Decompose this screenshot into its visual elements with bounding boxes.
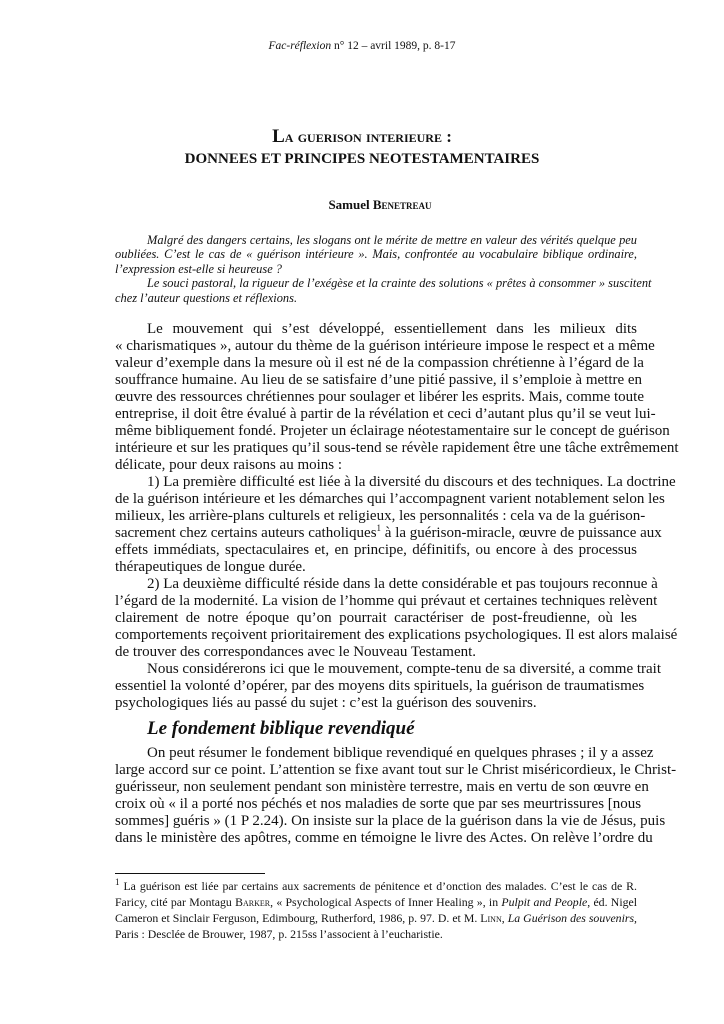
text-segment: sommes] guéris » (1 P 2.24). On insiste sur la place de la guérison dans la vie de Jésus, puis (115, 813, 666, 829)
text-line (115, 830, 653, 847)
footnote-marker: 1 (376, 523, 382, 533)
body-text-intro (115, 321, 679, 712)
text-line (115, 276, 652, 291)
text-segment: sacrement chez certains auteurs catholiques (115, 525, 377, 541)
text-segment: délicate, pour deux raisons au moins : (115, 457, 343, 473)
text-line (115, 474, 676, 491)
text-segment: 2) La deuxième difficulté réside dans la dette considérable et pas toujours reconnue à (147, 576, 658, 592)
text-line (115, 695, 637, 712)
text-segment: Faricy, cité par Montagu (115, 895, 236, 909)
text-segment: essentiel la volonté d’opérer, par des moyens dits spirituels, la guérison de traumatismes (115, 678, 645, 694)
text-line (115, 389, 644, 406)
text-segment: , (501, 911, 508, 925)
text-line (115, 406, 656, 423)
text-line (115, 745, 654, 762)
text-line (115, 779, 649, 796)
text-line (115, 796, 642, 813)
section-heading: Le fondement biblique revendiqué (147, 718, 415, 739)
text-segment: clairement de notre époque qu’on pourrait caractériser de post-freudienne, où les (115, 610, 637, 626)
text-segment: 1) La première difficulté est liée à la diversité du discours et des techniques. La doctrine (147, 474, 676, 490)
journal-name: Fac-réflexion (268, 40, 332, 52)
text-segment: Paris : Desclée de Brouwer, 1987, p. 215ss l’associent à l’eucharistie. (115, 927, 443, 941)
text-segment: de trouver des correspondances avec le Nouveau Testament. (115, 644, 477, 660)
text-segment: effets immédiats, spectaculaires et, en principe, définitifs, ou encore à des processus (115, 542, 637, 558)
text-line (115, 523, 662, 542)
text-line (115, 372, 643, 389)
text-segment: l’égard de la modernité. La vision de l’homme qui prévaut et certaines techniques relèvent (115, 593, 658, 609)
text-segment: Le mouvement qui s’est développé, essentiellement dans les milieux dits (147, 321, 637, 337)
text-segment: Malgré des dangers certains, les slogans ont le mérite de mettre en valeur des vérités quelque peu (147, 233, 637, 247)
author-first-name: Samuel (328, 197, 373, 212)
text-line (115, 644, 637, 661)
text-line (115, 457, 637, 474)
title-main: a guerison interieure : (284, 127, 452, 146)
text-line (115, 762, 677, 779)
text-segment: , « Psychological Aspects of Inner Healing », in (270, 895, 502, 909)
text-line (115, 423, 670, 440)
text-segment: Linn (480, 911, 502, 925)
text-line (115, 559, 637, 576)
text-line (115, 355, 644, 372)
text-segment: Cameron et Sinclair Ferguson, Edimbourg, Rutherford, 1986, p. 97. D. et M. (115, 911, 481, 925)
text-segment: croix où « il a porté nos péchés et nos maladies de sorte que par ses meurtrissures [nous (115, 796, 642, 812)
text-line (115, 576, 658, 593)
text-segment: , éd. Nigel (587, 895, 638, 909)
text-line (115, 910, 637, 926)
text-line (115, 338, 655, 355)
text-segment: chez l’auteur questions et réflexions. (115, 290, 298, 305)
body-text-section (115, 745, 677, 847)
text-line (115, 291, 637, 305)
text-segment: de la guérison intérieure et les démarches qui l’accompagnent varient notablement selon les (115, 491, 665, 507)
text-segment: La Guérison des souvenirs, (507, 911, 637, 925)
text-line (115, 878, 637, 894)
text-line (115, 627, 678, 644)
article-title (0, 126, 724, 170)
text-line (115, 926, 637, 942)
text-segment: intérieure et sur les pratiques qu’il sous-tend se révèle rapidement être une tâche extrêmement (115, 440, 679, 456)
text-line (115, 542, 637, 559)
text-segment: milieux, les arrière-plans culturels et religieux, les personnalités : cela va de la guérison- (115, 508, 646, 524)
text-segment: Barker (235, 895, 271, 909)
title-subtitle: DONNEES ET PRINCIPES NEOTESTAMENTAIRES (184, 151, 540, 167)
text-segment: comportements reçoivent prioritairement des explications psychologiques. Il est alors malaisé (115, 627, 678, 643)
text-segment: psychologiques liés au passé du sujet : c’est la guérison des souvenirs. (115, 695, 537, 711)
text-segment: Pulpit and People (501, 895, 588, 909)
author-last-name: enetreau (381, 197, 432, 212)
text-segment: dans le ministère des apôtres, comme en témoigne le livre des Actes. On relève l’ordre du (115, 830, 653, 846)
text-line (115, 262, 637, 276)
text-segment: Le souci pastoral, la rigueur de l’exégèse et la crainte des solutions « prêtes à consommer » suscitent (147, 276, 652, 291)
text-line (115, 678, 645, 695)
author-name (190, 197, 570, 213)
text-segment: large accord sur ce point. L’attention se fixe avant tout sur le Christ miséricordieux, le Christ- (115, 762, 677, 778)
issue-info: n° 12 – avril 1989, p. 8-17 (331, 40, 456, 52)
text-segment: même bibliquement fondé. Projeter un éclairage néotestamentaire sur le concept de guérison (115, 423, 670, 439)
abstract (115, 233, 652, 305)
footnote-marker: 1 (115, 877, 120, 888)
running-header (0, 40, 724, 52)
text-line (115, 247, 637, 261)
text-line (115, 593, 658, 610)
text-segment: à la guérison-miracle, œuvre de puissance aux (381, 525, 662, 541)
footnote (115, 878, 637, 942)
text-line (115, 491, 665, 508)
text-segment: La guérison est liée par certains aux sacrements de pénitence et d’onction des malades. C’est le cas de R. (119, 879, 637, 893)
text-segment: entreprise, il doit être évalué à partir de la révélation et ceci d’autant plus qu’il se veut lui- (115, 406, 656, 422)
text-segment: Nous considérerons ici que le mouvement, compte-tenu de sa diversité, a comme trait (147, 661, 662, 677)
text-segment: valeur d’exemple dans la mesure où il est né de la compassion chrétienne à l’égard de la (115, 355, 644, 371)
text-segment: oubliées. C’est le cas de « guérison intérieure ». Mais, confrontée au vocabulaire biblique ordinaire, (115, 247, 637, 262)
author-last-initial: B (372, 197, 382, 212)
text-segment: guérisseur, non seulement pendant son ministère terrestre, mais en vertu de son œuvre en (115, 779, 649, 795)
text-line (115, 233, 637, 247)
text-line (115, 610, 637, 627)
text-segment: souffrance humaine. Au lieu de se satisfaire d’une pitié passive, il s’emploie à mettre en (115, 372, 643, 388)
text-line (115, 813, 666, 830)
text-segment: œuvre des ressources chrétiennes pour soulager et libérer les esprits. Mais, comme toute (115, 389, 644, 405)
text-line (115, 894, 637, 910)
text-line (115, 440, 679, 457)
title-line-1 (0, 126, 724, 149)
title-initial: L (272, 126, 285, 147)
text-segment: l’expression est-elle si heureuse ? (115, 261, 282, 276)
text-line (115, 661, 662, 678)
text-segment: On peut résumer le fondement biblique revendiqué en quelques phrases ; il y a assez (147, 745, 654, 761)
text-segment: « charismatiques », autour du thème de la guérison intérieure impose le respect et a même (115, 338, 655, 354)
text-segment: thérapeutiques de longue durée. (115, 559, 306, 575)
text-line (115, 321, 637, 338)
footnote-divider (115, 873, 265, 874)
